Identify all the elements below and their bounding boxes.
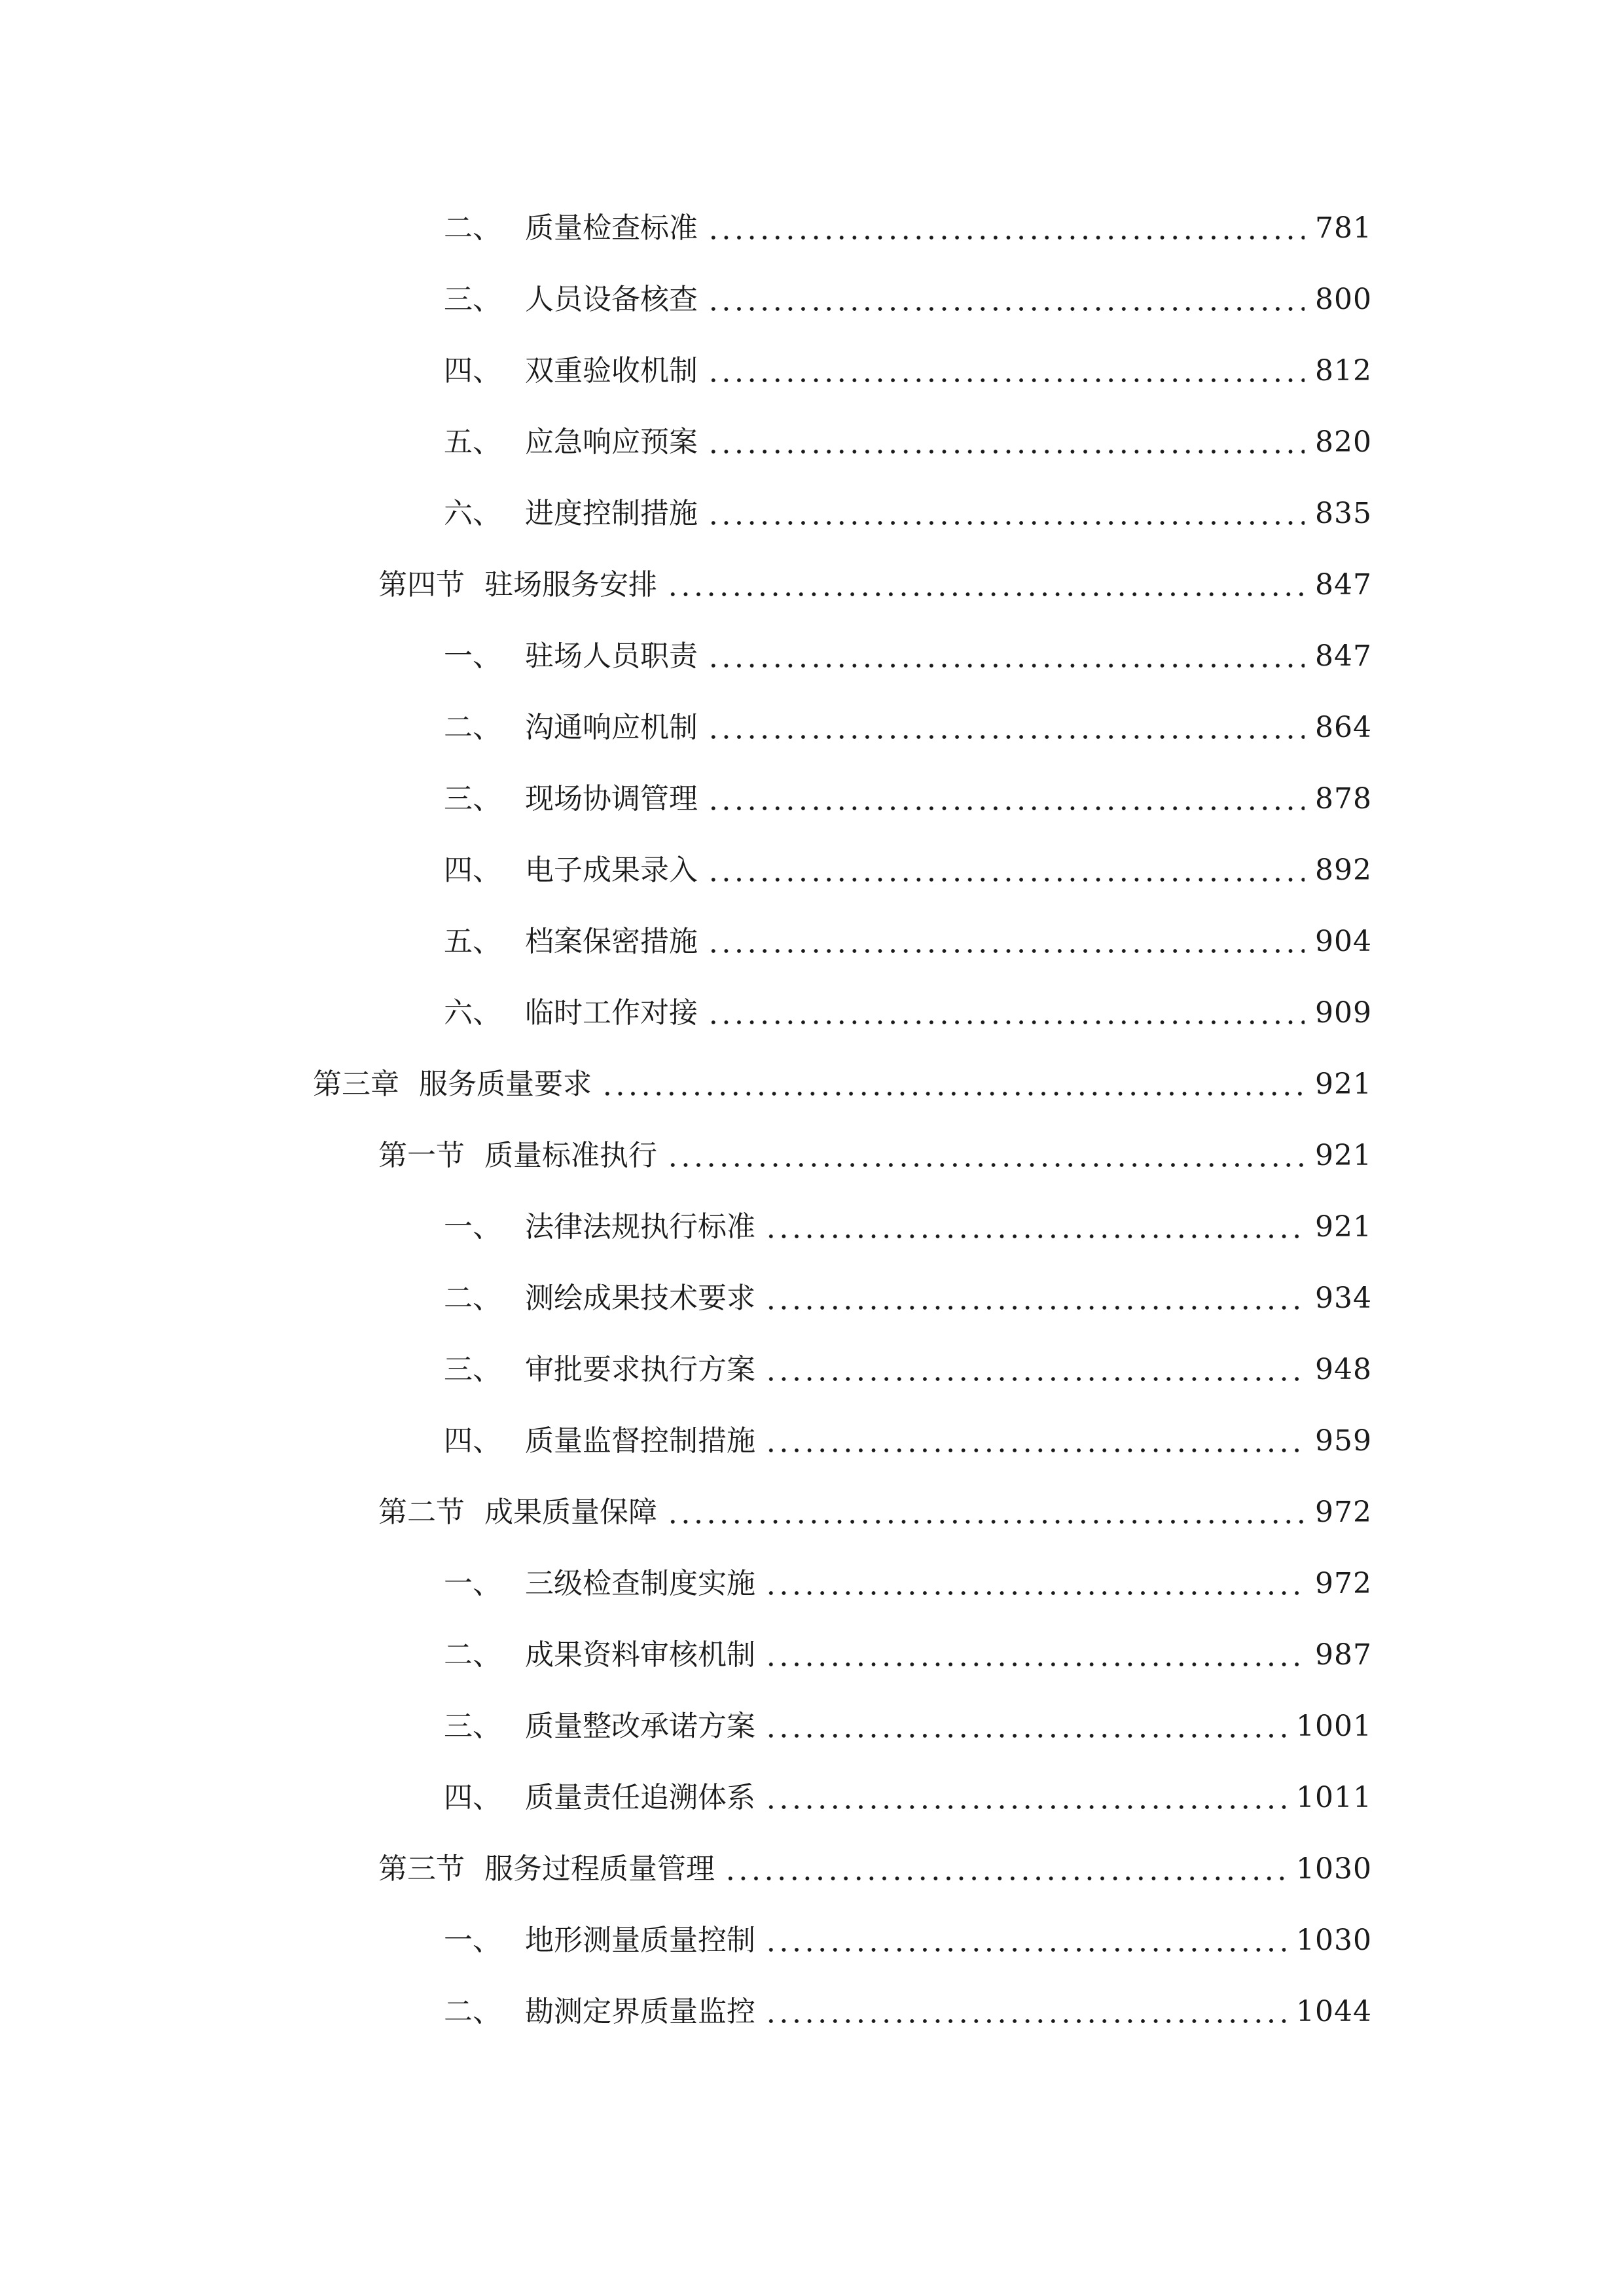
toc-entry-title: 法律法规执行标准: [525, 1210, 755, 1244]
toc-entry-title: 驻场人员职责: [525, 639, 698, 673]
toc-dot-leader: [765, 2019, 1286, 2023]
toc-entry-number: 二、: [444, 1995, 501, 2028]
toc-entry-title: 质量整改承诺方案: [525, 1710, 755, 1743]
toc-entry-page: 972: [1315, 1496, 1372, 1529]
toc-entry[interactable]: [444, 423, 1372, 462]
toc-entry-title: 质量检查标准: [525, 211, 698, 245]
toc-entry-page: 781: [1315, 211, 1372, 245]
toc-entry[interactable]: [444, 1992, 1372, 2032]
toc-dot-leader: [707, 878, 1305, 882]
toc-entry-page: 921: [1315, 1139, 1372, 1172]
toc-section-title: 驻场服务安排: [484, 568, 657, 601]
toc-section-number: 第一节: [378, 1139, 465, 1172]
toc-entry-page: 934: [1315, 1282, 1372, 1315]
toc-entry-title: 审批要求执行方案: [525, 1353, 755, 1386]
toc-entry[interactable]: [444, 1778, 1372, 1818]
toc-entry-number: 二、: [444, 711, 501, 744]
toc-dot-leader: [707, 664, 1305, 668]
toc-dot-leader: [765, 1377, 1305, 1381]
toc-entry-page: 909: [1315, 996, 1372, 1030]
toc-entry-number: 一、: [444, 1567, 501, 1600]
toc-entry-title: 质量责任追溯体系: [525, 1781, 755, 1814]
toc-entry-page: 1011: [1296, 1781, 1372, 1814]
toc-section-title: 服务过程质量管理: [484, 1852, 715, 1886]
toc-entry-number: 六、: [444, 996, 501, 1030]
toc-entry-page: 812: [1315, 354, 1372, 387]
toc-dot-leader: [666, 1163, 1305, 1167]
toc-entry-page: 1001: [1296, 1710, 1372, 1743]
toc-entry-title: 临时工作对接: [525, 996, 698, 1030]
toc-dot-leader: [765, 1306, 1305, 1310]
toc-section-entry[interactable]: [378, 1493, 1372, 1532]
toc-entry-page: 1030: [1296, 1924, 1372, 1957]
toc-dot-leader: [765, 1805, 1286, 1809]
toc-dot-leader: [707, 450, 1305, 454]
toc-entry-number: 二、: [444, 211, 501, 245]
toc-chapter-title: 服务质量要求: [419, 1067, 592, 1101]
toc-dot-leader: [707, 949, 1305, 953]
toc-dot-leader: [666, 1520, 1305, 1524]
toc-entry-title: 应急响应预案: [525, 425, 698, 459]
toc-entry-title: 成果资料审核机制: [525, 1638, 755, 1672]
toc-dot-leader: [707, 806, 1305, 810]
toc-entry[interactable]: [444, 1208, 1372, 1247]
toc-entry-page: 948: [1315, 1353, 1372, 1386]
toc-dot-leader: [707, 307, 1305, 311]
toc-entry[interactable]: [444, 851, 1372, 890]
toc-entry-number: 一、: [444, 639, 501, 673]
toc-dot-leader: [707, 735, 1305, 739]
toc-entry-title: 电子成果录入: [525, 853, 698, 887]
toc-section-entry[interactable]: [378, 565, 1372, 605]
toc-entry-number: 四、: [444, 853, 501, 887]
toc-entry[interactable]: [444, 209, 1372, 248]
toc-section-number: 第二节: [378, 1496, 465, 1529]
toc-section-number: 第四节: [378, 568, 465, 601]
toc-dot-leader: [765, 1448, 1305, 1452]
toc-entry-page: 892: [1315, 853, 1372, 887]
toc-entry-page: 921: [1315, 1210, 1372, 1244]
toc-entry-page: 921: [1315, 1067, 1372, 1101]
toc-entry[interactable]: [444, 1422, 1372, 1461]
toc-entry-title: 测绘成果技术要求: [525, 1282, 755, 1315]
toc-entry-number: 四、: [444, 1424, 501, 1458]
toc-dot-leader: [666, 592, 1305, 596]
toc-entry-number: 三、: [444, 283, 501, 316]
toc-entry-number: 二、: [444, 1282, 501, 1315]
toc-entry-page: 1030: [1296, 1852, 1372, 1886]
toc-entry-number: 四、: [444, 1781, 501, 1814]
toc-entry-page: 959: [1315, 1424, 1372, 1458]
toc-entry-title: 勘测定界质量监控: [525, 1995, 755, 2028]
toc-entry-title: 进度控制措施: [525, 497, 698, 530]
toc-entry-number: 三、: [444, 1353, 501, 1386]
toc-section-entry[interactable]: [378, 1136, 1372, 1175]
toc-entry-page: 972: [1315, 1567, 1372, 1600]
toc-dot-leader: [765, 1591, 1305, 1595]
toc-entry-page: 864: [1315, 711, 1372, 744]
toc-entry-title: 档案保密措施: [525, 925, 698, 958]
toc-entry-page: 904: [1315, 925, 1372, 958]
toc-entry[interactable]: [444, 1921, 1372, 1960]
toc-dot-leader: [724, 1876, 1286, 1880]
toc-dot-leader: [765, 1734, 1286, 1738]
toc-entry[interactable]: [444, 1279, 1372, 1318]
toc-entry[interactable]: [444, 637, 1372, 676]
toc-entry-number: 六、: [444, 497, 501, 530]
toc-dot-leader: [765, 1948, 1286, 1952]
toc-entry-page: 800: [1315, 283, 1372, 316]
toc-section-title: 质量标准执行: [484, 1139, 657, 1172]
toc-entry-title: 质量监督控制措施: [525, 1424, 755, 1458]
toc-entry-page: 878: [1315, 782, 1372, 816]
toc-entry-number: 三、: [444, 1710, 501, 1743]
toc-entry-page: 835: [1315, 497, 1372, 530]
toc-entry-number: 二、: [444, 1638, 501, 1672]
toc-dot-leader: [765, 1234, 1305, 1238]
toc-entry[interactable]: [444, 1350, 1372, 1390]
toc-entry[interactable]: [444, 351, 1372, 391]
toc-entry-number: 五、: [444, 425, 501, 459]
toc-entry[interactable]: [444, 280, 1372, 319]
toc-entry-page: 1044: [1296, 1995, 1372, 2028]
toc-entry-number: 一、: [444, 1924, 501, 1957]
toc-dot-leader: [765, 1662, 1305, 1666]
toc-dot-leader: [707, 236, 1305, 240]
toc-entry-page: 987: [1315, 1638, 1372, 1672]
toc-entry[interactable]: [444, 708, 1372, 747]
toc-dot-leader: [707, 1020, 1305, 1024]
toc-entry[interactable]: [444, 1707, 1372, 1746]
toc-entry[interactable]: [444, 1564, 1372, 1604]
toc-entry[interactable]: [444, 494, 1372, 533]
toc-entry[interactable]: [444, 780, 1372, 819]
toc-entry[interactable]: [444, 922, 1372, 961]
toc-entry-title: 双重验收机制: [525, 354, 698, 387]
toc-entry-title: 现场协调管理: [525, 782, 698, 816]
toc-entry-page: 847: [1315, 568, 1372, 601]
toc-entry[interactable]: [444, 1636, 1372, 1675]
toc-chapter-entry[interactable]: [313, 1065, 1372, 1104]
toc-entry-number: 一、: [444, 1210, 501, 1244]
toc-entry-title: 地形测量质量控制: [525, 1924, 755, 1957]
toc-entry[interactable]: [444, 994, 1372, 1033]
toc-dot-leader: [707, 378, 1305, 382]
toc-dot-leader: [601, 1092, 1305, 1096]
toc-chapter-number: 第三章: [313, 1067, 399, 1101]
toc-section-entry[interactable]: [378, 1850, 1372, 1889]
toc-entry-number: 四、: [444, 354, 501, 387]
toc-entry-title: 三级检查制度实施: [525, 1567, 755, 1600]
toc-entry-number: 三、: [444, 782, 501, 816]
toc-entry-title: 沟通响应机制: [525, 711, 698, 744]
toc-section-number: 第三节: [378, 1852, 465, 1886]
toc-entry-title: 人员设备核查: [525, 283, 698, 316]
toc-section-title: 成果质量保障: [484, 1496, 657, 1529]
toc-entry-page: 820: [1315, 425, 1372, 459]
toc-entry-number: 五、: [444, 925, 501, 958]
toc-dot-leader: [707, 521, 1305, 525]
toc-entry-page: 847: [1315, 639, 1372, 673]
